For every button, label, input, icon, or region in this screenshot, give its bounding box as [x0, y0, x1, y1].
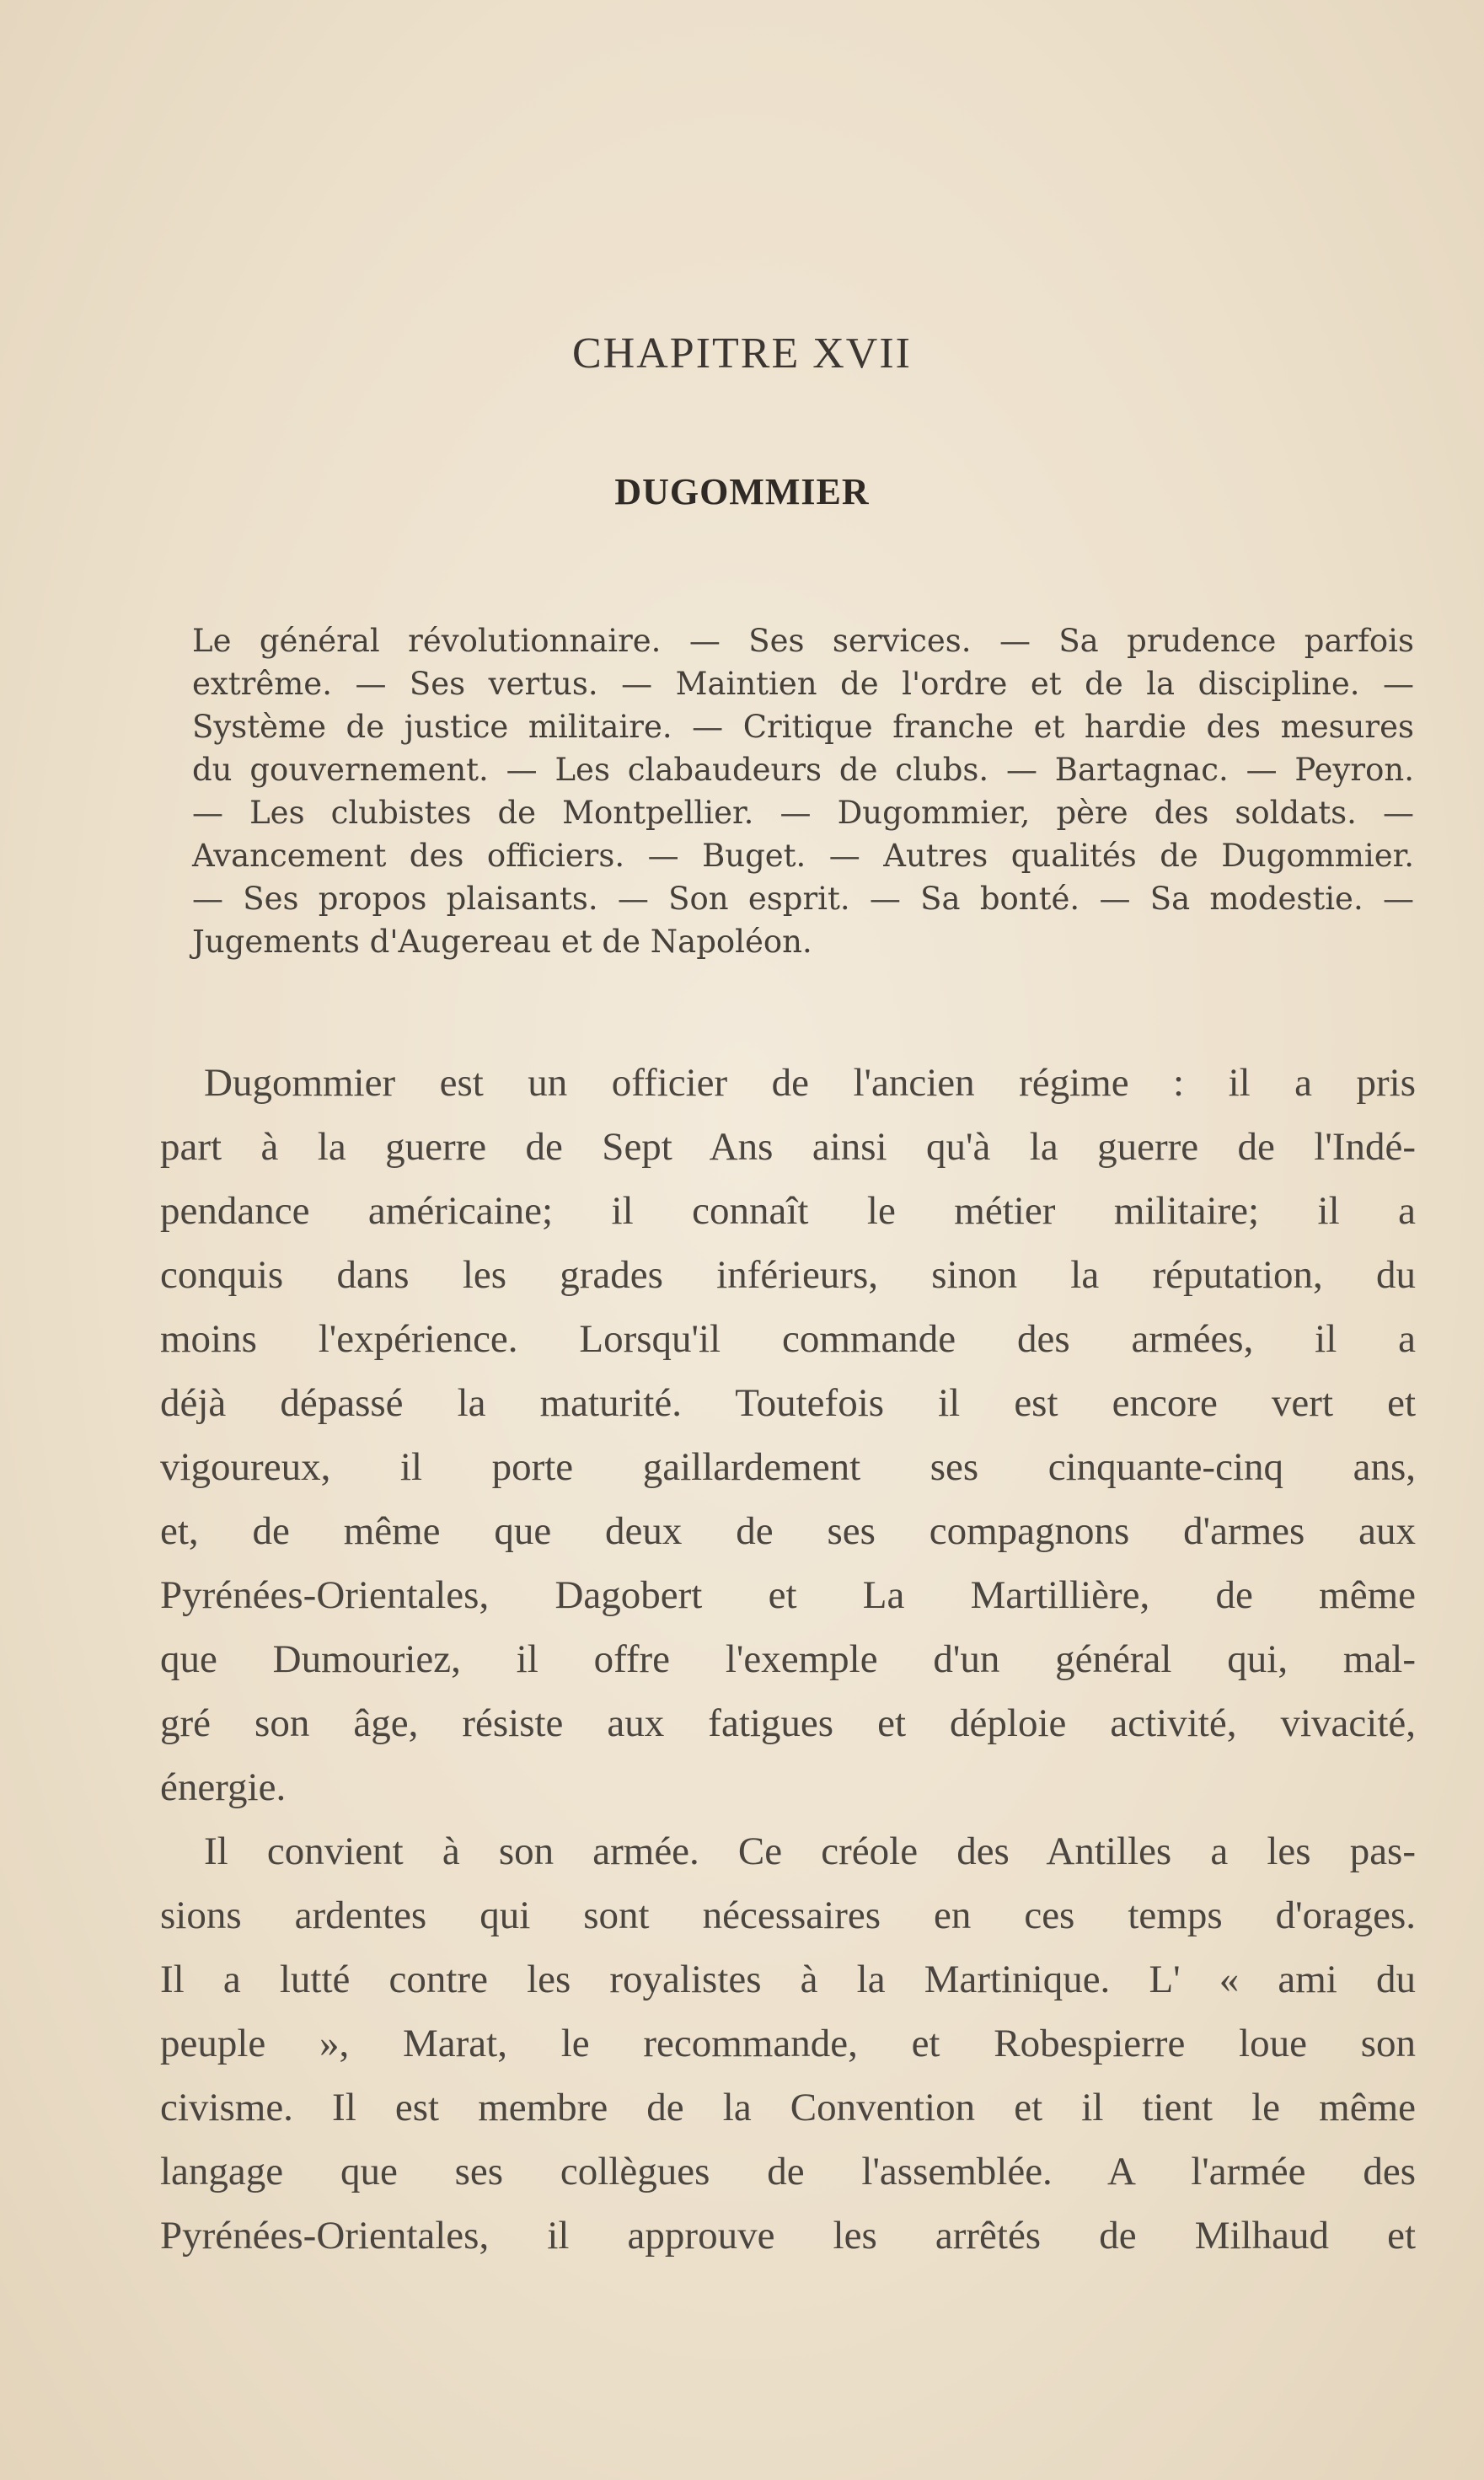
summary-line: — Les clubistes de Montpellier. — Dugommier, père des soldats. — [192, 795, 1414, 831]
chapter-title: CHAPITRE XVII [572, 329, 912, 378]
paragraph-1 [160, 1051, 1416, 1819]
text-line: langage que ses collègues de l'assemblée. A l'armée des [160, 2150, 1416, 2193]
chapter-name: DUGOMMIER [614, 471, 870, 512]
text-line: moins l'expérience. Lorsqu'il commande des armées, il a [160, 1317, 1416, 1361]
text-line: énergie. [160, 1765, 287, 1809]
text-line: Pyrénées-Orientales, Dagobert et La Martillière, de même [160, 1573, 1416, 1617]
summary-line: Système de justice militaire. — Critique franche et hardie des mesures [192, 709, 1414, 745]
text-line: et, de même que deux de ses compagnons d'armes aux [160, 1509, 1416, 1553]
text-line: Dugommier est un officier de l'ancien régime : il a pris [204, 1061, 1416, 1105]
text-line: déjà dépassé la maturité. Toutefois il est encore vert et [160, 1381, 1416, 1425]
text-line: part à la guerre de Sept Ans ainsi qu'à la guerre de l'Indé- [160, 1125, 1416, 1169]
summary-line: Avancement des officiers. — Buget. — Autres qualités de Dugommier. [192, 838, 1414, 874]
text-line: Il convient à son armée. Ce créole des Antilles a les pas- [204, 1829, 1416, 1873]
text-line: gré son âge, résiste aux fatigues et déploie activité, vivacité, [160, 1701, 1416, 1745]
text-line: pendance américaine; il connaît le métier militaire; il a [160, 1189, 1416, 1233]
text-line: peuple », Marat, le recommande, et Robespierre loue son [160, 2022, 1416, 2065]
text-line: que Dumouriez, il offre l'exemple d'un général qui, mal- [160, 1637, 1416, 1681]
summary-line: Le général révolutionnaire. — Ses services. — Sa prudence parfois [192, 623, 1414, 659]
text-line: Pyrénées-Orientales, il approuve les arrêtés de Milhaud et [160, 2214, 1416, 2258]
summary-line: extrême. — Ses vertus. — Maintien de l'ordre et de la discipline. — [192, 666, 1414, 702]
summary-line: du gouvernement. — Les clabaudeurs de clubs. — Bartagnac. — Peyron. [192, 752, 1414, 788]
paragraph-2 [160, 1819, 1416, 2268]
chapter-summary [192, 619, 1414, 963]
summary-line: Jugements d'Augereau et de Napoléon. [192, 924, 812, 960]
text-line: civisme. Il est membre de la Convention et il tient le même [160, 2086, 1416, 2129]
text-line: Il a lutté contre les royalistes à la Martinique. L' « ami du [160, 1958, 1416, 2001]
summary-line: — Ses propos plaisants. — Son esprit. — Sa bonté. — Sa modestie. — [192, 881, 1414, 917]
body-text [160, 1051, 1416, 2268]
text-line: vigoureux, il porte gaillardement ses cinquante-cinq ans, [160, 1445, 1416, 1489]
text-line: sions ardentes qui sont nécessaires en ces temps d'orages. [160, 1893, 1416, 1937]
text-line: conquis dans les grades inférieurs, sinon la réputation, du [160, 1253, 1416, 1297]
